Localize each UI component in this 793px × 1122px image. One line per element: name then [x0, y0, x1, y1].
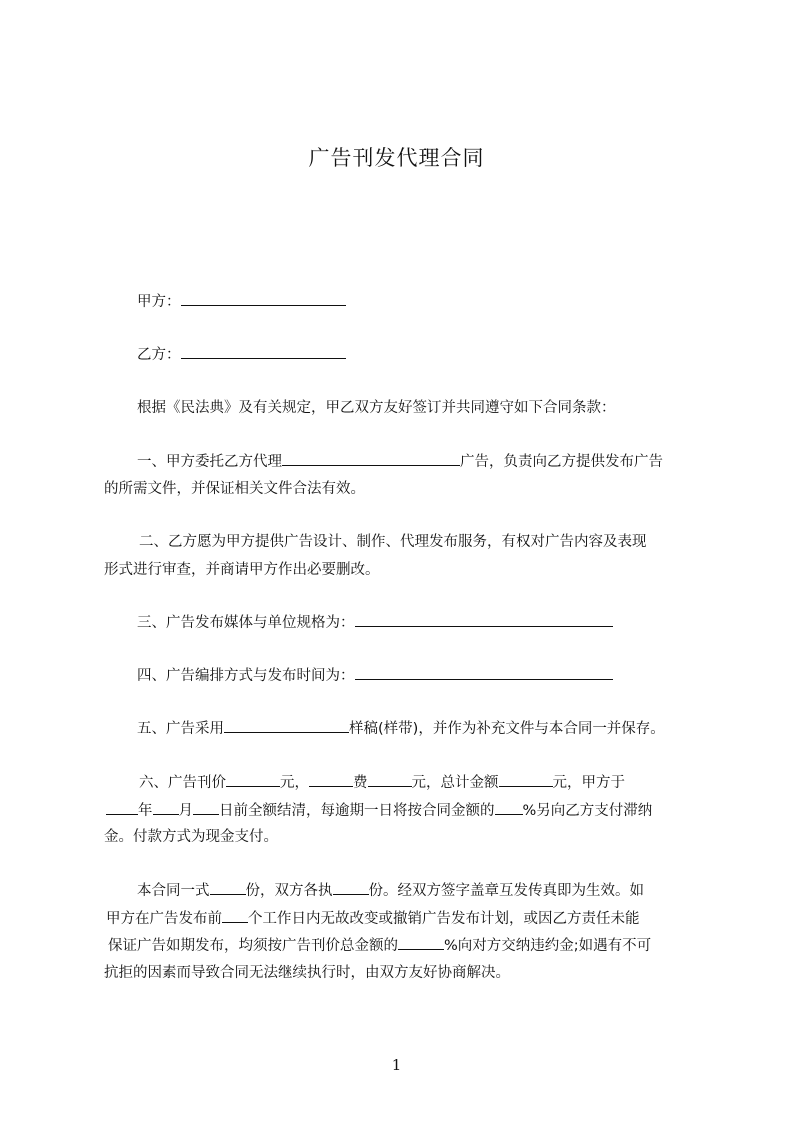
clause-6-day-blank[interactable] — [193, 800, 219, 815]
clause-6-part-3: 费 — [353, 775, 368, 791]
party-a-blank[interactable] — [181, 291, 346, 306]
clause-2-line-1: 二、乙方愿为甲方提供广告设计、制作、代理发布服务，有权对广告内容及表现 — [139, 534, 647, 550]
clause-6-line-1 — [139, 772, 625, 793]
clause-6-line-2-end: %另向乙方支付滞纳 — [522, 803, 653, 819]
clause-6-line-2-text: 日前全额结清，每逾期一日将按合同金额的 — [219, 803, 495, 819]
clause-7-line-2 — [106, 908, 640, 929]
clause-3-blank[interactable] — [355, 612, 613, 627]
page-number: 1 — [391, 1056, 402, 1074]
clause-7-days-blank[interactable] — [222, 908, 248, 923]
party-b-line — [137, 344, 346, 365]
clause-6-part-5: 元，甲方于 — [552, 775, 625, 791]
clause-1-prefix: 一、甲方委托乙方代理 — [137, 454, 282, 470]
clause-1-line-1 — [137, 451, 663, 472]
clause-6-penalty-rate-blank[interactable] — [495, 800, 523, 815]
clause-7-line-3 — [108, 935, 651, 956]
clause-7-part-3: 份。经双方签字盖章互发传真即为生效。如 — [368, 883, 644, 899]
clause-6-month-blank[interactable] — [153, 800, 179, 815]
clause-6-part-1: 六、广告刊价 — [139, 775, 226, 791]
clause-6-price-blank[interactable] — [226, 772, 280, 787]
clause-4-line — [137, 665, 613, 686]
clause-6-fee-blank[interactable] — [368, 772, 412, 787]
clause-7-part-1: 本合同一式 — [137, 883, 210, 899]
party-a-label: 甲方： — [137, 294, 181, 310]
clause-5-blank[interactable] — [224, 718, 349, 733]
clause-5-line — [137, 718, 665, 739]
clause-7-each-copies-blank[interactable] — [333, 880, 369, 895]
clause-5-prefix: 五、广告采用 — [137, 721, 224, 737]
clause-6-part-4: 元，总计金额 — [411, 775, 499, 791]
party-b-label: 乙方： — [137, 347, 181, 363]
preamble: 根据《民法典》及有关规定，甲乙双方友好签订并共同遵守如下合同条款： — [137, 400, 616, 416]
clause-7-line-2-end: 个工作日内无故改变或撤销广告发布计划，或因乙方责任未能 — [248, 911, 640, 927]
clause-6-month-label: 月 — [178, 803, 193, 819]
clause-3-line — [137, 612, 613, 633]
clause-5-suffix: 样稿(样带)，并作为补充文件与本合同一并保存。 — [349, 721, 665, 737]
clause-6-line-3: 金。付款方式为现金支付。 — [104, 829, 278, 845]
clause-7-penalty-rate-blank[interactable] — [398, 935, 444, 950]
clause-6-year-blank[interactable] — [106, 800, 138, 815]
clause-4-label: 四、广告编排方式与发布时间为： — [137, 668, 355, 684]
clause-6-line-2 — [106, 800, 652, 821]
party-b-blank[interactable] — [181, 344, 346, 359]
clause-7-copies-blank[interactable] — [210, 880, 246, 895]
clause-7-line-3-start: 保证广告如期发布，均须按广告刊价总金额的 — [108, 938, 398, 954]
party-a-line — [137, 291, 346, 312]
clause-2-line-2: 形式进行审查，并商请甲方作出必要删改。 — [104, 562, 380, 578]
clause-1-suffix: 广告，负责向乙方提供发布广告 — [460, 454, 663, 470]
clause-6-part-2: 元， — [280, 775, 309, 791]
clause-6-total-blank[interactable] — [499, 772, 553, 787]
clause-7-part-2: 份，双方各执 — [245, 883, 333, 899]
clause-3-label: 三、广告发布媒体与单位规格为： — [137, 615, 355, 631]
clause-1-line-2: 的所需文件，并保证相关文件合法有效。 — [104, 481, 365, 497]
contract-title: 广告刊发代理合同 — [308, 146, 485, 170]
clause-4-blank[interactable] — [355, 665, 613, 680]
clause-6-year-label: 年 — [138, 803, 153, 819]
clause-1-blank[interactable] — [282, 451, 460, 466]
clause-7-line-2-start: 甲方在广告发布前 — [106, 911, 222, 927]
clause-7-line-1 — [137, 880, 644, 901]
clause-7-line-4: 抗拒的因素而导致合同无法继续执行时，由双方友好协商解决。 — [104, 965, 510, 981]
clause-6-fee-type-blank[interactable] — [309, 772, 353, 787]
clause-7-line-3-end: %向对方交纳违约金;如遇有不可 — [444, 938, 652, 954]
